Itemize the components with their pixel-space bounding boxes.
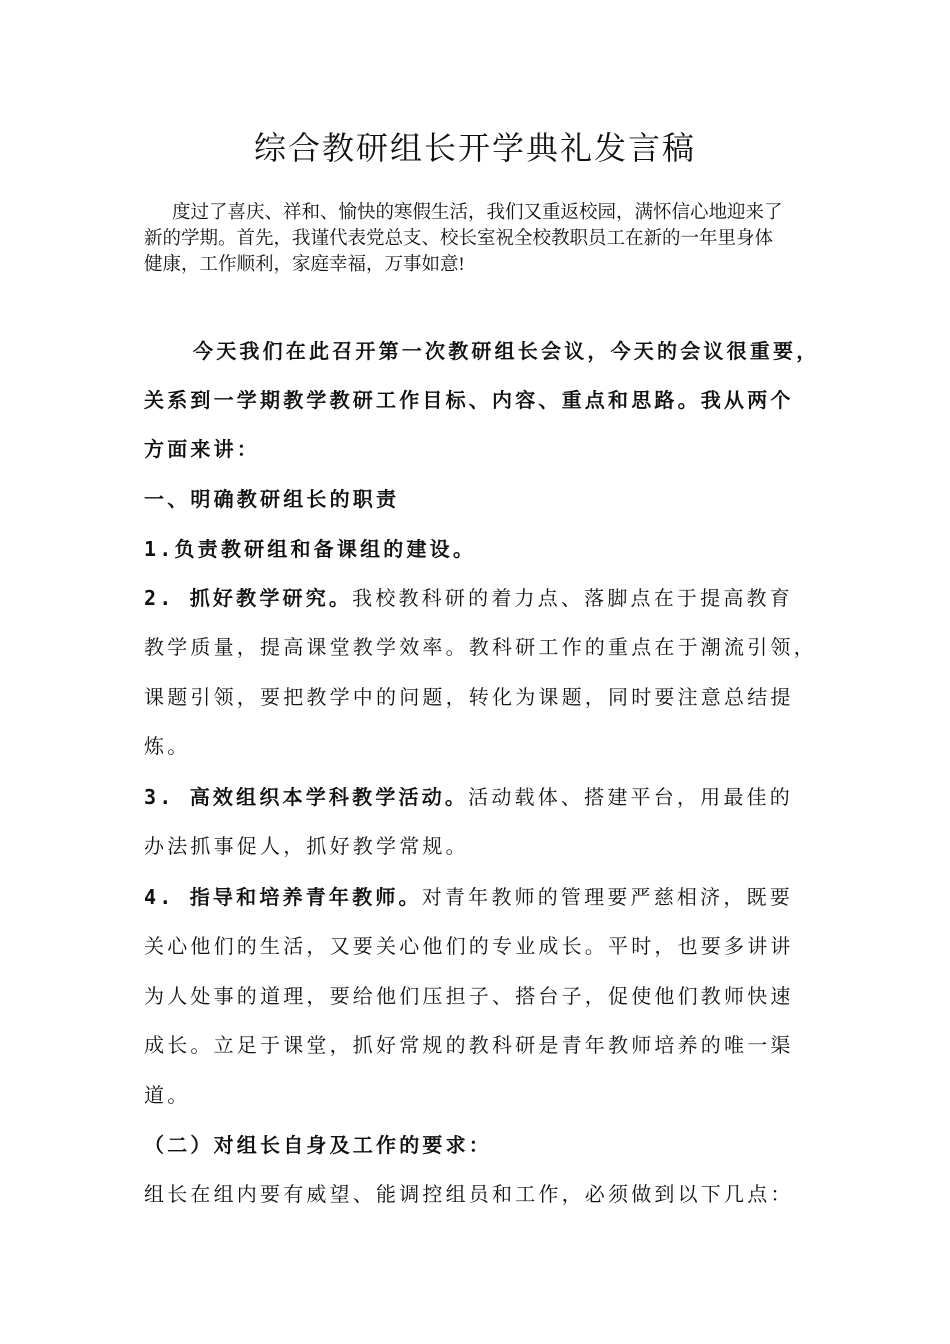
paragraph-line: 成长。立足于课堂，抓好常规的教科研是青年教师培养的唯一渠 [144, 1033, 794, 1057]
paragraph-line: 今天我们在此召开第一次教研组长会议，今天的会议很重要， [193, 339, 820, 363]
paragraph-line: 关系到一学期教学教研工作目标、内容、重点和思路。我从两个 [144, 388, 794, 412]
paragraph-line: 炼。 [144, 734, 191, 758]
list-item-lead: 2. 抓好教学研究。 [144, 586, 353, 610]
intro-paragraph [144, 200, 804, 278]
list-item-lead: 4. 指导和培养青年教师。 [144, 885, 422, 909]
list-item-text: 对青年教师的管理要严慈相济，既要 [421, 885, 793, 909]
paragraph-line: 办法抓事促人，抓好教学常规。 [144, 834, 469, 858]
list-item [144, 883, 793, 911]
list-item [144, 783, 793, 811]
section-heading: 一、明确教研组长的职责 [144, 487, 400, 511]
intro-line: 健康，工作顺利，家庭幸福，万事如意! [144, 255, 465, 275]
list-item-lead: 3. 高效组织本学科教学活动。 [144, 785, 469, 809]
intro-line: 新的学期。首先，我谨代表党总支、校长室祝全校教职员工在新的一年里身体 [144, 229, 774, 249]
section-heading: （二）对组长自身及工作的要求： [144, 1133, 492, 1157]
list-item [144, 584, 793, 612]
paragraph-line: 组长在组内要有威望、能调控组员和工作，必须做到以下几点： [144, 1182, 794, 1206]
paragraph-line: 教学质量，提高课堂教学效率。教科研工作的重点在于潮流引领， [144, 635, 817, 659]
intro-line: 度过了喜庆、祥和、愉快的寒假生活，我们又重返校园，满怀信心地迎来了 [172, 203, 783, 223]
list-item-text: 活动载体、搭建平台，用最佳的 [468, 785, 793, 809]
paragraph-line: 课题引领，要把教学中的问题，转化为课题，同时要注意总结提 [144, 685, 794, 709]
paragraph-line: 道。 [144, 1083, 191, 1107]
list-item-text: 我校教科研的着力点、落脚点在于提高教育 [352, 586, 793, 610]
document-title: 综合教研组长开学典礼发言稿 [253, 129, 696, 167]
paragraph-line: 关心他们的生活，又要关心他们的专业成长。平时，也要多讲讲 [144, 934, 794, 958]
paragraph-line: 为人处事的道理，要给他们压担子、搭台子，促使他们教师快速 [144, 984, 794, 1008]
paragraph-line: 方面来讲： [144, 437, 260, 461]
list-item: 1.负责教研组和备课组的建设。 [144, 537, 477, 561]
